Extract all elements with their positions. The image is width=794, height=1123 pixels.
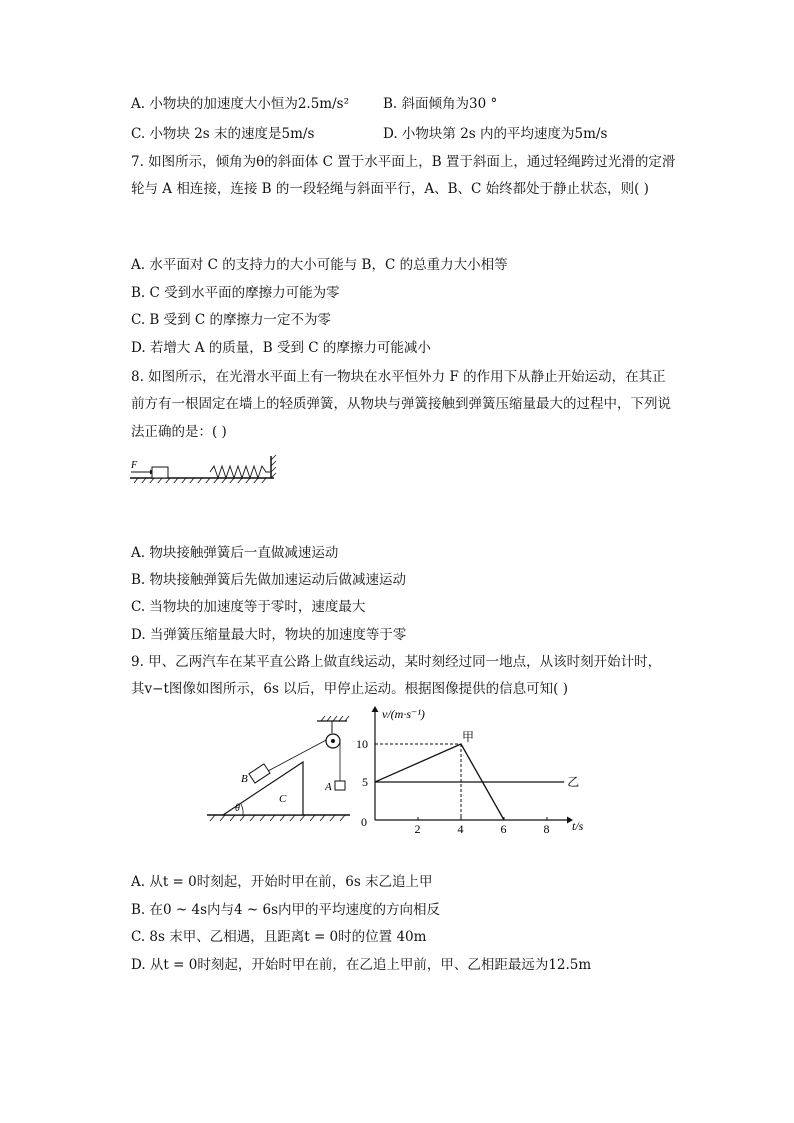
block-a <box>335 781 345 790</box>
label-a: A <box>325 781 332 793</box>
q7-option-c: C. B 受到 C 的摩擦力一定不为零 <box>131 312 332 328</box>
q8-stem-line-2: 前方有一根固定在墙上的轻质弹簧，从物块与弹簧接触到弹簧压缩量最大的过程中，下列说 <box>131 396 671 412</box>
q6-option-b: B. 斜面倾角为30 ° <box>383 96 498 112</box>
q9-option-d: D. 从t = 0时刻起，开始时甲在前，在乙追上甲前，甲、乙相距最远为12.5m <box>131 957 592 973</box>
y-axis-label: v/(m·s⁻¹) <box>382 707 425 721</box>
y-tick-label: 10 <box>356 737 368 751</box>
q6-option-a: A. 小物块的加速度大小恒为2.5m/s² <box>131 96 349 112</box>
spring <box>210 466 270 478</box>
q8-stem-line-1: 8. 如图所示，在光滑水平面上有一物块在水平恒外力 F 的作用下从静止开始运动，在其正 <box>131 369 666 385</box>
block-b <box>249 764 270 783</box>
x-tick-label: 2 <box>414 822 421 836</box>
origin-label: 0 <box>361 815 367 829</box>
q8-option-b: B. 物块接触弹簧后先做加速运动后做减速运动 <box>131 572 407 588</box>
force-label: F <box>131 460 138 471</box>
q9-stem-line-1: 9. 甲、乙两汽车在某平直公路上做直线运动，某时刻经过同一地点，从该时刻开始计时， <box>131 654 662 670</box>
q8-stem-line-3: 法正确的是：( ) <box>131 424 227 440</box>
q7-option-d: D. 若增大 A 的质量，B 受到 C 的摩擦力可能减小 <box>131 340 431 356</box>
q7-option-a: A. 水平面对 C 的支持力的大小可能与 B，C 的总重力大小相等 <box>131 257 508 273</box>
x-tick-label: 6 <box>500 822 507 836</box>
q7-option-b: B. C 受到水平面的摩擦力可能为零 <box>131 285 340 301</box>
q6-option-d: D. 小物块第 2s 内的平均速度为5m/s <box>383 126 608 142</box>
pulley-hub <box>331 739 335 743</box>
q8-option-c: C. 当物块的加速度等于零时，速度最大 <box>131 599 366 615</box>
q8-option-a: A. 物块接触弹簧后一直做减速运动 <box>131 545 339 561</box>
q7-stem-line-1: 7. 如图所示，倾角为θ的斜面体 C 置于水平面上，B 置于斜面上，通过轻绳跨过光滑的定滑 <box>131 154 676 170</box>
x-tick-label: 4 <box>457 822 464 836</box>
label-c: C <box>279 793 287 805</box>
q8-option-d: D. 当弹簧压缩量最大时，物块的加速度等于零 <box>131 627 407 643</box>
q9-option-a: A. 从t = 0时刻起，开始时甲在前，6s 末乙追上甲 <box>131 874 433 890</box>
x-tick-label: 8 <box>543 822 550 836</box>
q7-stem-line-2: 轮与 A 相连接，连接 B 的一段轻绳与斜面平行，A、B、C 始终都处于静止状态，则( ) <box>131 181 649 197</box>
q6-option-c: C. 小物块 2s 末的速度是5m/s <box>131 126 315 142</box>
series-yi-label: 乙 <box>567 775 580 789</box>
q9-option-b: B. 在0 ~ 4s内与4 ~ 6s内甲的平均速度的方向相反 <box>131 902 441 918</box>
theta-label: θ <box>235 803 240 814</box>
vt-chart <box>355 700 600 840</box>
x-axis-label: t/s <box>572 819 584 833</box>
label-b: B <box>241 773 248 785</box>
y-tick-label: 5 <box>362 775 368 789</box>
series-jia-label: 甲 <box>462 730 475 744</box>
block <box>152 467 168 478</box>
incline-pulley-figure <box>205 705 355 830</box>
q9-option-c: C. 8s 末甲、乙相遇，且距离t = 0时的位置 40m <box>131 929 427 945</box>
q9-stem-line-2: 其v−t图像如图所示，6s 以后，甲停止运动。根据图像提供的信息可知( ) <box>131 681 568 697</box>
ceiling-hatch <box>321 716 349 721</box>
floor-hatch <box>210 815 345 821</box>
y-axis-arrow <box>372 706 379 712</box>
spring-block-figure <box>128 452 280 488</box>
